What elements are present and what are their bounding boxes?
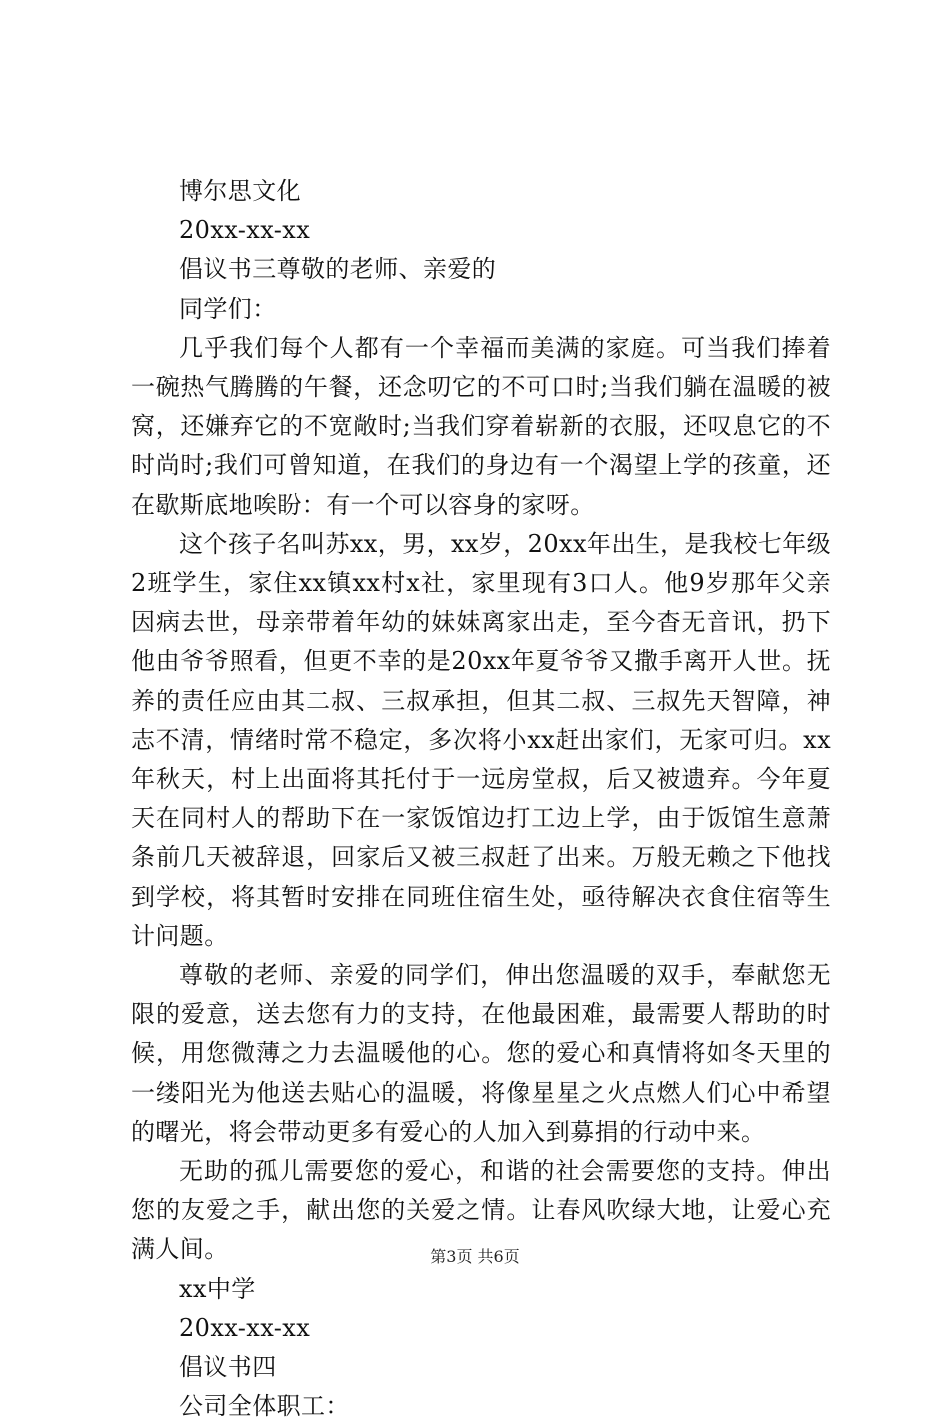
signature-organization: 博尔思文化 [179, 177, 301, 205]
section-3-salutation: 同学们： [179, 294, 277, 323]
paragraph-child-story: 这个孩子名叫苏xx，男，xx岁，20xx年出生，是我校七年级2班学生，家住xx镇xx村x社，家里现有3口人。他9岁那年父亲因病去世，母亲带着年幼的妹妹离家出走，至今杳无音讯，扔下他由爷爷照看，但更不幸的是20xx年夏爷爷又撒手离开人世。抚养的责任应由其二叔、三叔承担，但其二叔、三叔先天智障，神志不清，情绪时常不稳定，多次将小xx赶出家们，无家可归。xx年秋天，村上出面将其托付于一远房堂叔，后又被遗弃。今年夏天在同村人的帮助下在一家饭馆边打工边上学，由于饭馆生意萧条前几天被辞退，回家后又被三叔赶了出来。万般无赖之下他找到学校，将其暂时安排在同班住宿生处，亟待解决衣食住宿等生计问题。 [131, 529, 831, 950]
school-signature: xx中学 [179, 1274, 256, 1303]
section-3-title: 倡议书三尊敬的老师、亲爱的 [179, 255, 497, 284]
school-date: 20xx-xx-xx [179, 1313, 311, 1342]
section-4-salutation: 公司全体职工： [179, 1392, 350, 1421]
paragraph-appeal: 尊敬的老师、亲爱的同学们，伸出您温暖的双手，奉献您无限的爱意，送去您有力的支持，在他最困难，最需要人帮助的时候，用您微薄之力去温暖他的心。您的爱心和真情将如冬天里的一缕阳光为他送去贴心的温暖，将像星星之火点燃人们心中希望的曙光，将会带动更多有爱心的人加入到募捐的行动中来。 [131, 961, 831, 1146]
document-body [131, 172, 831, 1427]
paragraph-intro: 几乎我们每个人都有一个幸福而美满的家庭。可当我们捧着一碗热气腾腾的午餐，还念叨它的不可口时;当我们躺在温暖的被窝，还嫌弃它的不宽敞时;当我们穿着崭新的衣服，还叹息它的不时尚时;我们可曾知道，在我们的身边有一个渴望上学的孩童，还在歇斯底地唉盼：有一个可以容身的家呀。 [131, 333, 831, 519]
paragraph-closing: 无助的孤儿需要您的爱心，和谐的社会需要您的支持。伸出您的友爱之手，献出您的关爱之情。让春风吹绿大地，让爱心充满人间。 [131, 1157, 831, 1264]
section-4-title: 倡议书四 [179, 1353, 277, 1382]
signature-date: 20xx-xx-xx [179, 216, 311, 245]
page-number-footer: 第3页 共6页 [430, 1247, 520, 1266]
